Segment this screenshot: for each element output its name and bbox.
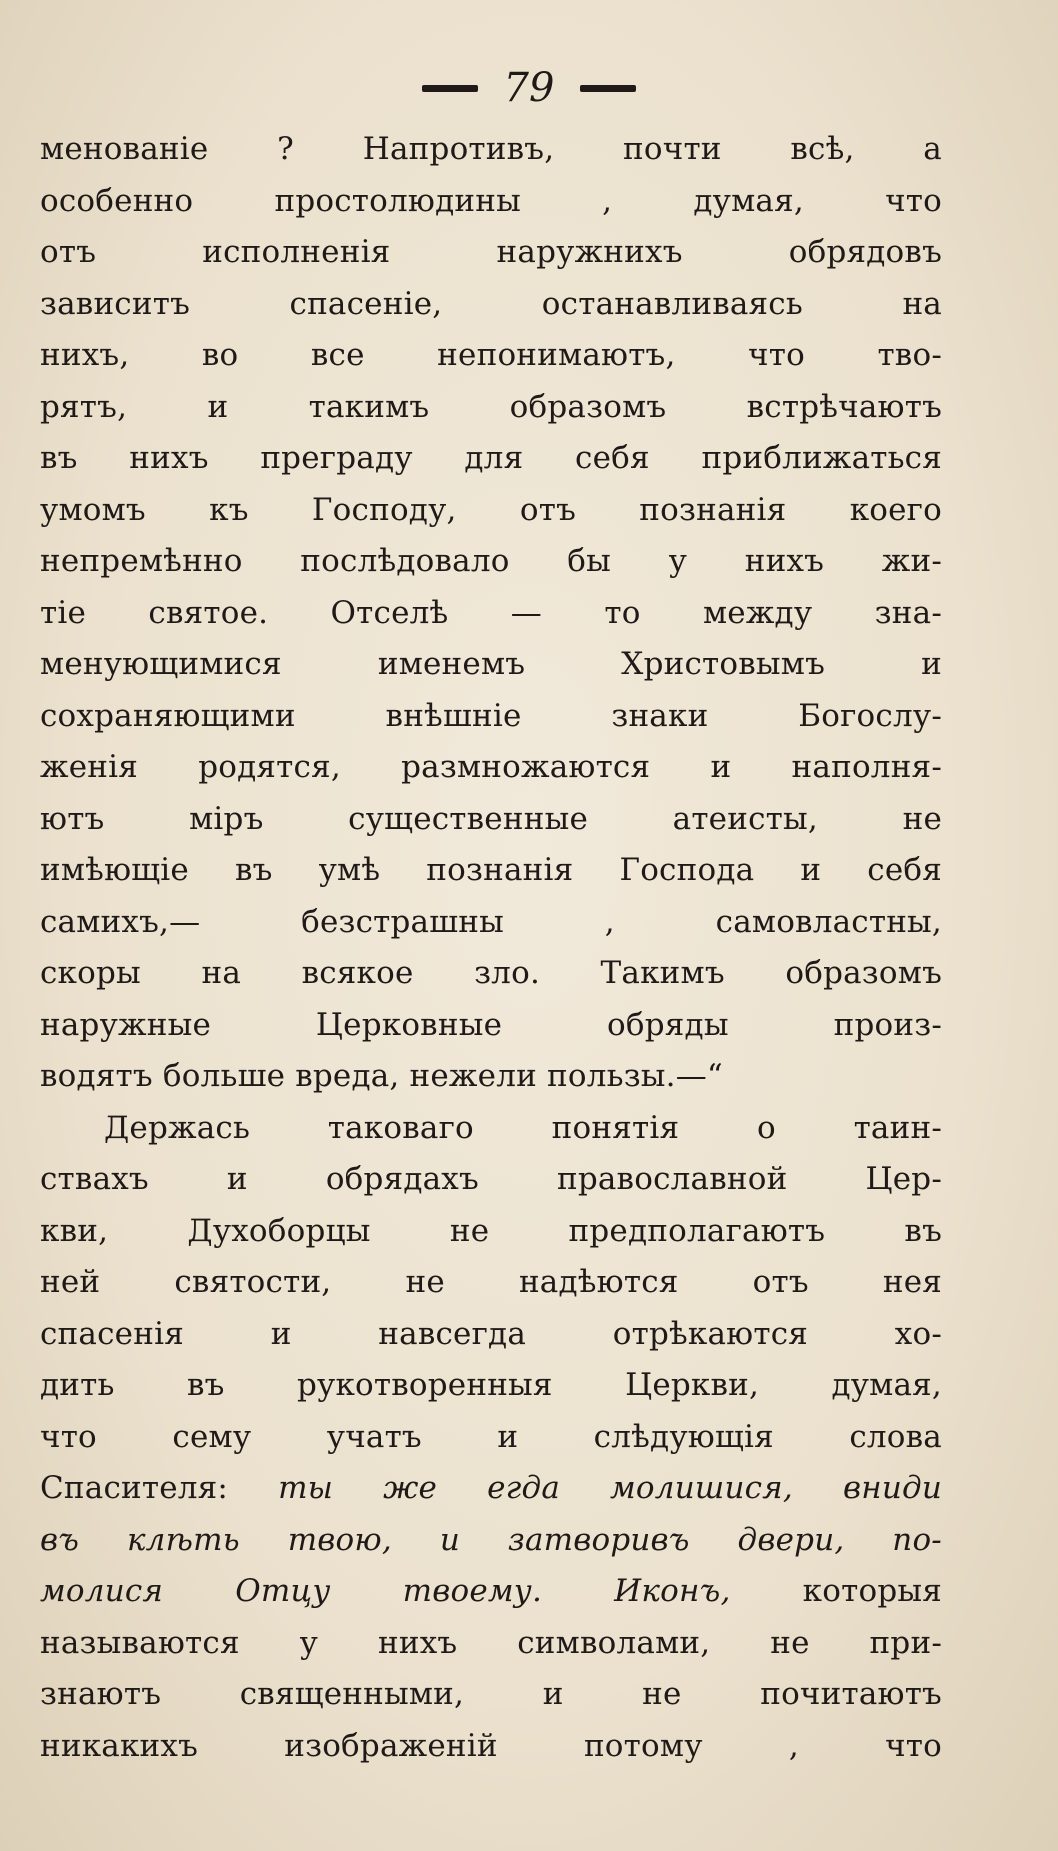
text-line: непремѣнно послѣдовало бы у нихъ жи- [40, 543, 942, 579]
quote-line [40, 1566, 942, 1618]
text-line: дить въ рукотворенныя Церкви, думая, [40, 1367, 942, 1403]
text-line: ютъ міръ существенные атеисты, не [40, 800, 942, 837]
text-line: нихъ, во все непонимаютъ, что тво- [40, 337, 942, 373]
scripture-quote: молися Отцу твоему. Иконъ, [40, 1573, 731, 1609]
text-line: сохраняющими внѣшніе знаки Богослу- [40, 697, 942, 734]
text-line: менующимися именемъ Христовымъ и [40, 646, 942, 682]
scripture-quote-line: въ клѣть твою, и затворивъ двери, по- [40, 1521, 942, 1558]
text-line: зависитъ спасеніе, останавливаясь на [40, 285, 942, 322]
header-dash-left [422, 85, 478, 92]
text-line: кви, Духоборцы не предполагаютъ въ [40, 1212, 942, 1249]
text-line: женія родятся, размножаются и наполня- [40, 749, 942, 785]
body-text [40, 124, 942, 1772]
quote-intro: Спасителя: [40, 1470, 279, 1506]
paragraph-start-line: Держась таковаго понятія о таин- [104, 1109, 942, 1146]
page-number: 79 [503, 65, 555, 111]
text-line: рятъ, и такимъ образомъ встрѣчаютъ [40, 388, 942, 425]
text-line: что сему учатъ и слѣдующія слова [40, 1418, 942, 1455]
text-line: никакихъ изображеній потому , что [40, 1727, 942, 1764]
text-line: ней святости, не надѣются отъ нея [40, 1264, 942, 1300]
text-line: тіе святое. Отселѣ — то между зна- [40, 594, 942, 631]
text-line: самихъ,— безстрашны , самовластны, [40, 903, 942, 940]
paragraph-end-line: водятъ больше вреда, нежели пользы.—“ [40, 1058, 723, 1094]
text-line: спасенія и навсегда отрѣкаются хо- [40, 1315, 942, 1352]
text-line: наружные Церковные обряды произ- [40, 1006, 942, 1043]
quote-line [40, 1463, 942, 1515]
page-header [0, 62, 1058, 114]
text-line: имѣющіе въ умѣ познанія Господа и себя [40, 852, 942, 888]
text-line: отъ исполненія наружнихъ обрядовъ [40, 234, 942, 270]
text-line: въ нихъ преграду для себя приближаться [40, 440, 942, 476]
text-line: менованіе ? Напротивъ, почти всѣ, а [40, 131, 942, 167]
header-dash-right [580, 85, 636, 92]
text-line: умомъ къ Господу, отъ познанія коего [40, 491, 942, 528]
text-line: особенно простолюдины , думая, что [40, 182, 942, 219]
text-line: ствахъ и обрядахъ православной Цер- [40, 1161, 942, 1197]
scripture-quote: ты же егда молишися, вниди [278, 1470, 942, 1506]
quote-continuation: которыя [730, 1573, 942, 1609]
text-line: называются у нихъ символами, не при- [40, 1624, 942, 1661]
text-line: знаютъ священными, и не почитаютъ [40, 1676, 942, 1712]
text-line: скоры на всякое зло. Такимъ образомъ [40, 955, 942, 991]
